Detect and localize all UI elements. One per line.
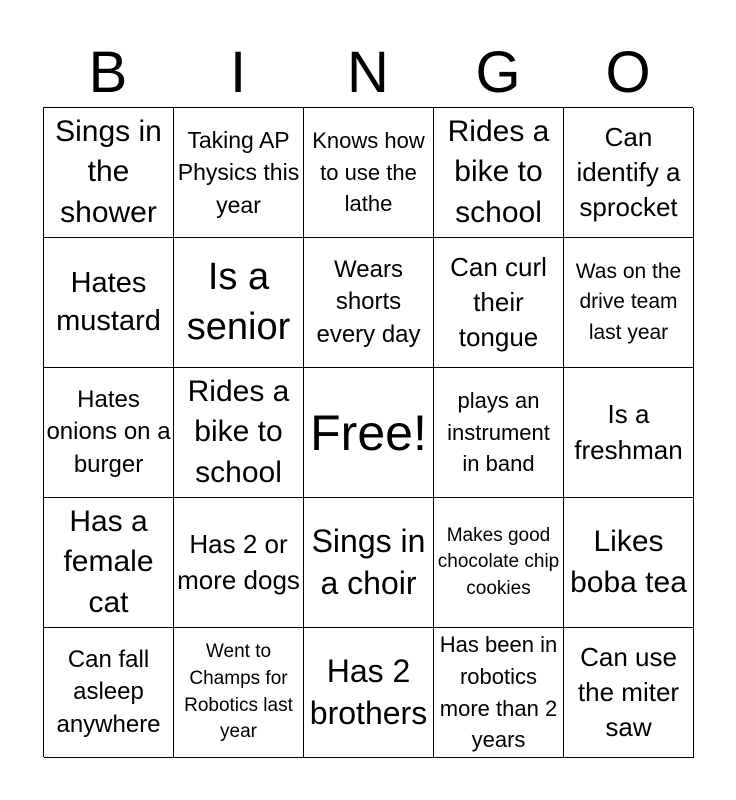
cell-text: Has 2 or more dogs xyxy=(177,529,300,595)
cell-text: plays an instrument in band xyxy=(447,387,550,477)
cell-text: Likes boba tea xyxy=(570,525,687,599)
bingo-cell[interactable] xyxy=(44,238,174,368)
cell-text: Can fall asleep anywhere xyxy=(56,645,161,738)
bingo-cell[interactable] xyxy=(564,498,694,628)
cell-text: Free! xyxy=(310,404,427,461)
cell-text: Has been in robotics more than 2 years xyxy=(439,631,558,753)
bingo-cell[interactable] xyxy=(174,108,304,238)
bingo-cell[interactable] xyxy=(174,238,304,368)
bingo-cell[interactable] xyxy=(434,628,564,758)
cell-text: Sings in a choir xyxy=(311,522,426,601)
cell-text: Is a senior xyxy=(186,256,291,348)
bingo-cell[interactable] xyxy=(434,238,564,368)
cell-text: Has a female cat xyxy=(63,504,154,619)
bingo-header xyxy=(43,40,693,106)
bingo-cell[interactable] xyxy=(174,628,304,758)
bingo-cell[interactable] xyxy=(564,628,694,758)
cell-text: Can curl their tongue xyxy=(450,251,547,353)
header-letter-o: O xyxy=(605,40,651,105)
bingo-cell[interactable] xyxy=(304,238,434,368)
bingo-cell[interactable] xyxy=(304,628,434,758)
header-letter-g: G xyxy=(475,40,521,105)
bingo-cell[interactable] xyxy=(44,628,174,758)
bingo-card xyxy=(43,107,693,757)
cell-text: Rides a bike to school xyxy=(447,114,550,229)
cell-text: Was on the drive team last year xyxy=(575,259,682,344)
cell-text: Makes good chocolate chip cookies xyxy=(437,524,560,599)
cell-text: Knows how to use the lathe xyxy=(312,127,425,217)
cell-text: Can use the miter saw xyxy=(577,641,680,743)
cell-text: Is a freshman xyxy=(574,399,683,465)
header-letter-b: B xyxy=(88,40,128,105)
cell-text: Can identify a sprocket xyxy=(576,121,681,223)
bingo-cell[interactable] xyxy=(174,498,304,628)
bingo-cell[interactable] xyxy=(434,498,564,628)
bingo-cell[interactable] xyxy=(304,498,434,628)
bingo-cell[interactable] xyxy=(434,108,564,238)
cell-text: Hates onions on a burger xyxy=(46,385,171,478)
header-letter-n: N xyxy=(347,40,389,105)
bingo-cell[interactable] xyxy=(564,108,694,238)
cell-text: Hates mustard xyxy=(56,266,161,337)
bingo-cell[interactable] xyxy=(304,108,434,238)
cell-text: Has 2 brothers xyxy=(309,652,428,731)
header-letter-i: I xyxy=(229,40,247,105)
bingo-cell[interactable] xyxy=(564,238,694,368)
cell-text: Rides a bike to school xyxy=(187,374,290,489)
bingo-cell[interactable] xyxy=(44,368,174,498)
cell-text: Went to Champs for Robotics last year xyxy=(184,641,293,743)
bingo-cell[interactable] xyxy=(564,368,694,498)
cell-text: Sings in the shower xyxy=(55,114,162,229)
bingo-cell[interactable] xyxy=(44,498,174,628)
bingo-cell[interactable] xyxy=(434,368,564,498)
free-space-cell[interactable] xyxy=(304,368,434,498)
bingo-cell[interactable] xyxy=(174,368,304,498)
cell-text: Taking AP Physics this year xyxy=(177,127,300,218)
bingo-cell[interactable] xyxy=(44,108,174,238)
cell-text: Wears shorts every day xyxy=(316,255,421,348)
